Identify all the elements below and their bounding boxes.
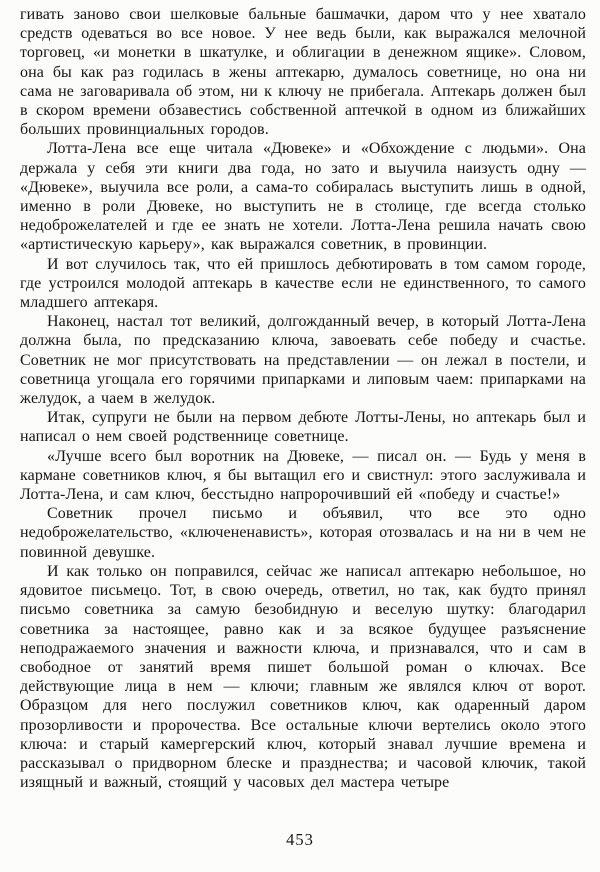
- paragraph: Наконец, настал тот великий, долгожданный вечер, в который Лотта-Лена должна была, по предсказанию ключа, завоевать себе победу и счастье. Советник не мог присутствовать на представлении — он лежал в постели, и советница угощала его горячими припарками и липовым чаем: припарками на желудок, а чаем в желудок.: [20, 313, 586, 408]
- page-number: 453: [286, 830, 314, 849]
- paragraph: Советник прочел письмо и объявил, что все это одно недоброжелательство, «ключененависть», которая отозвалась и на ни в чем не повинной девушке.: [20, 505, 586, 561]
- paragraph: Лотта-Лена все еще читала «Дювеке» и «Обхождение с людьми». Она держала у себя эти книги два года, но зато и выучила наизусть одну — «Дювеке», выучила все роли, а сама-то собиралась выступить лишь в одной, именно в роли Дювеке, но выступить не в столице, где всегда столько недоброжелателей и где ее знать не хотели. Лотта-Лена решила начать свою «артистическую карьеру», как выражался советник, в провинции.: [20, 140, 586, 254]
- paragraph-continuation: гивать заново свои шелковые бальные башмачки, даром что у нее хватало средств одеваться во все новое. У нее ведь были, как выражался мелочной торговец, «и монетки в шкатулке, и облигации в денежном ящике». Словом, она бы как раз годилась в жены аптекарю, думалось советнице, но она ни сама не заговаривала об этом, ни к ключу не прибегала. Аптекарь должен был в скором времени обзавестись собственной аптечкой в одном из ближайших больших провинциальных городов.: [20, 6, 586, 139]
- paragraph: Итак, супруги не были на первом дебюте Лотты-Лены, но аптекарь был и написал о нем своей родственнице советнице.: [20, 409, 586, 446]
- paragraph: «Лучше всего был воротник на Дювеке, — писал он. — Будь у меня в кармане советников ключ, я бы вытащил его и свистнул: этого заслуживала и Лотта-Лена, и сам ключ, бесстыдно напророчивший ей «победу и счастье!»: [20, 447, 586, 504]
- text-block: [20, 5, 586, 792]
- paragraph: И как только он поправился, сейчас же написал аптекарю небольшое, но ядовитое письмецо. Тот, в свою очередь, ответил, но так, как будто принял письмо советника за самую безобидную и веселую шутку: благодарил советника за настоящее, равно как и за всякое будущее разъяснение неподражаемого значения и важности ключа, и признавался, что и сам в свободное от занятий время пишет большой роман о ключах. Все действующие лица в нем — ключи; главным же являлся ключ от ворот. Образцом для него послужил советников ключ, как одаренный даром прозорливости и пророчества. Все остальные ключи вертелись около этого ключа: и старый камергерский ключ, который знавал лучшие времена и рассказывал о придворном блеске и празднества; и часовой ключик, такой изящный и важный, стоящий у часовых дел мастера четыре: [20, 562, 586, 792]
- paragraph: И вот случилось так, что ей пришлось дебютировать в том самом городе, где устроился молодой аптекарь в качестве если не единственного, то самого младшего аптекаря.: [20, 255, 586, 312]
